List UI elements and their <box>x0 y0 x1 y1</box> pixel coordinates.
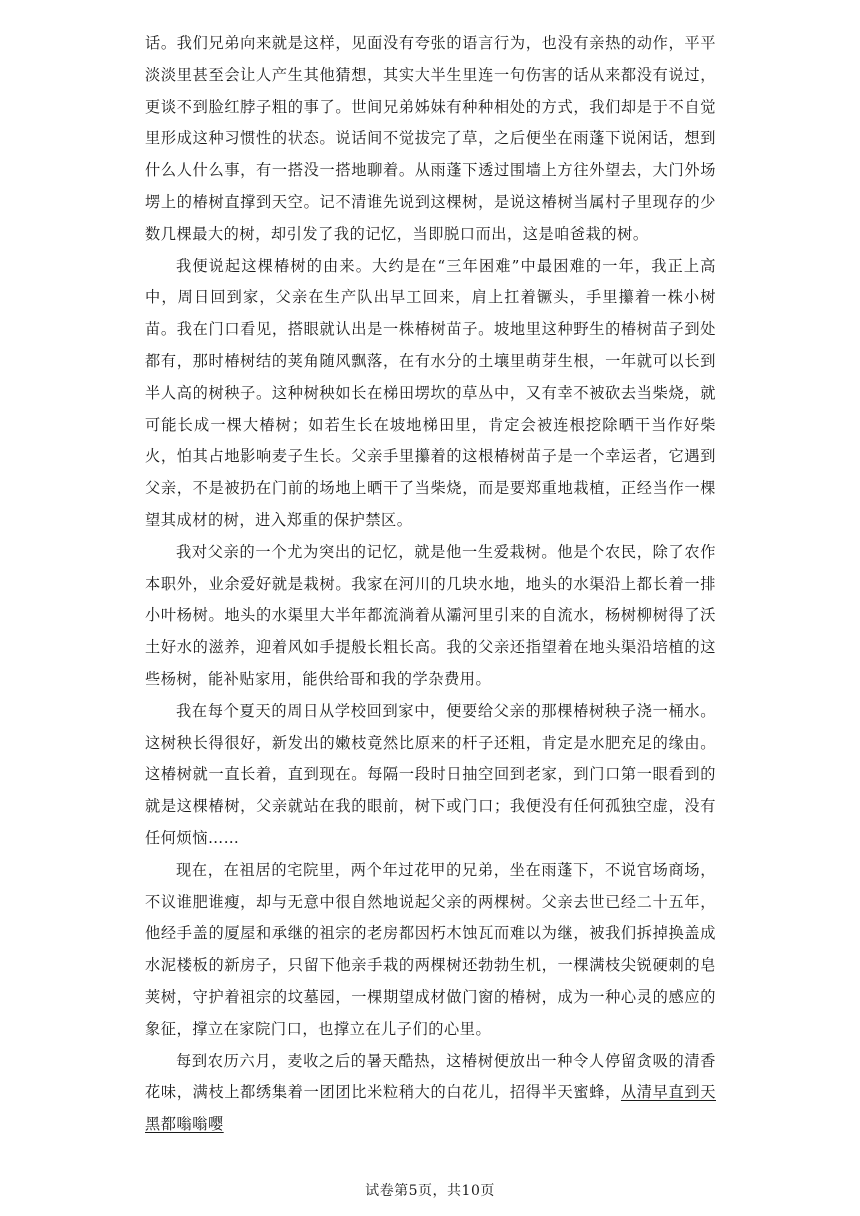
paragraph-2: 我便说起这棵椿树的由来。大约是在“三年困难”中最困难的一年，我正上高中，周日回到家，父亲在生产队出早工回来，肩上扛着镢头，手里攥着一株小树苗。我在门口看见，搭眼就认出是一株椿树苗子。坡地里这种野生的椿树苗子到处都有，那时椿树结的荚角随风飘落，在有水分的土壤里萌芽生根，一年就可以长到半人高的树秧子。这种树秧如长在梯田塄坎的草丛中，又有幸不被砍去当柴烧，就可能长成一棵大椿树；如若生长在坡地梯田里，肯定会被连根挖除晒干当作好柴火，怕其占地影响麦子生长。父亲手里攥着的这根椿树苗子是一个幸运者，它遇到父亲，不是被扔在门前的场地上晒干了当柴烧，而是要郑重地栽植，正经当作一棵望其成材的树，进入郑重的保护禁区。 <box>145 256 716 529</box>
paragraph-3: 我对父亲的一个尤为突出的记忆，就是他一生爱栽树。他是个农民，除了农作本职外，业余爱好就是栽树。我家在河川的几块水地，地头的水渠沿上都长着一排小叶杨树。地头的水渠里大半年都流淌着从灞河里引来的自流水，杨树柳树得了沃土好水的滋养，迎着风如手提般长粗长高。我的父亲还指望着在地头渠沿培植的这些杨树，能补贴家用，能供给哥和我的学杂费用。 <box>145 542 716 688</box>
underlined-phrase: 从清早直到天黑都嗡嗡嘤 <box>145 1083 716 1134</box>
paragraph-6 <box>145 1046 716 1141</box>
paragraph-5: 现在，在祖居的宅院里，两个年过花甲的兄弟，坐在雨蓬下，不说官场商场，不议谁肥谁瘦，却与无意中很自然地说起父亲的两棵树。父亲去世已经二十五年，他经手盖的厦屋和承继的祖宗的老房都因朽木蚀瓦而难以为继，被我们拆掉换盖成水泥楼板的新房子，只留下他亲手栽的两棵树还勃勃生机，一棵满枝尖锐硬刺的皂荚树，守护着祖宗的坟墓园，一棵期望成材做门窗的椿树，成为一种心灵的感应的象征，撑立在家院门口，也撑立在儿子们的心里。 <box>145 860 716 1038</box>
paragraph-6-text: 每到农历六月，麦收之后的暑天酷热，这椿树便放出一种令人停留贪吸的清香花味，满枝上都绣集着一团团比米粒稍大的白花儿，招得半天蜜蜂， <box>145 1051 716 1102</box>
paragraph-1: 话。我们兄弟向来就是这样，见面没有夸张的语言行为，也没有亲热的动作，平平淡淡里甚至会让人产生其他猜想，其实大半生里连一句伤害的话从来都没有说过，更谈不到脸红脖子粗的事了。世间兄弟姊妹有种种相处的方式，我们却是于不自觉里形成这种习惯性的状态。说话间不觉拔完了草，之后便坐在雨蓬下说闲话，想到什么人什么事，有一搭没一搭地聊着。从雨蓬下透过围墙上方往外望去，大门外场塄上的椿树直撑到天空。记不清谁先说到这棵树，是说这椿树当属村子里现存的少数几棵最大的树，却引发了我的记忆，当即脱口而出，这是咱爸栽的树。 <box>145 34 716 243</box>
page-footer: 试卷第5页，共10页 <box>365 1183 495 1199</box>
paragraph-4: 我在每个夏天的周日从学校回到家中，便要给父亲的那棵椿树秧子浇一桶水。这树秧长得很好，新发出的嫩枝竟然比原来的杆子还粗，肯定是水肥充足的缘由。这椿树就一直长着，直到现在。每隔一段时日抽空回到老家，到门口第一眼看到的就是这棵椿树，父亲就站在我的眼前，树下或门口；我便没有任何孤独空虚，没有任何烦恼…… <box>145 701 716 847</box>
document-body <box>145 28 716 1141</box>
